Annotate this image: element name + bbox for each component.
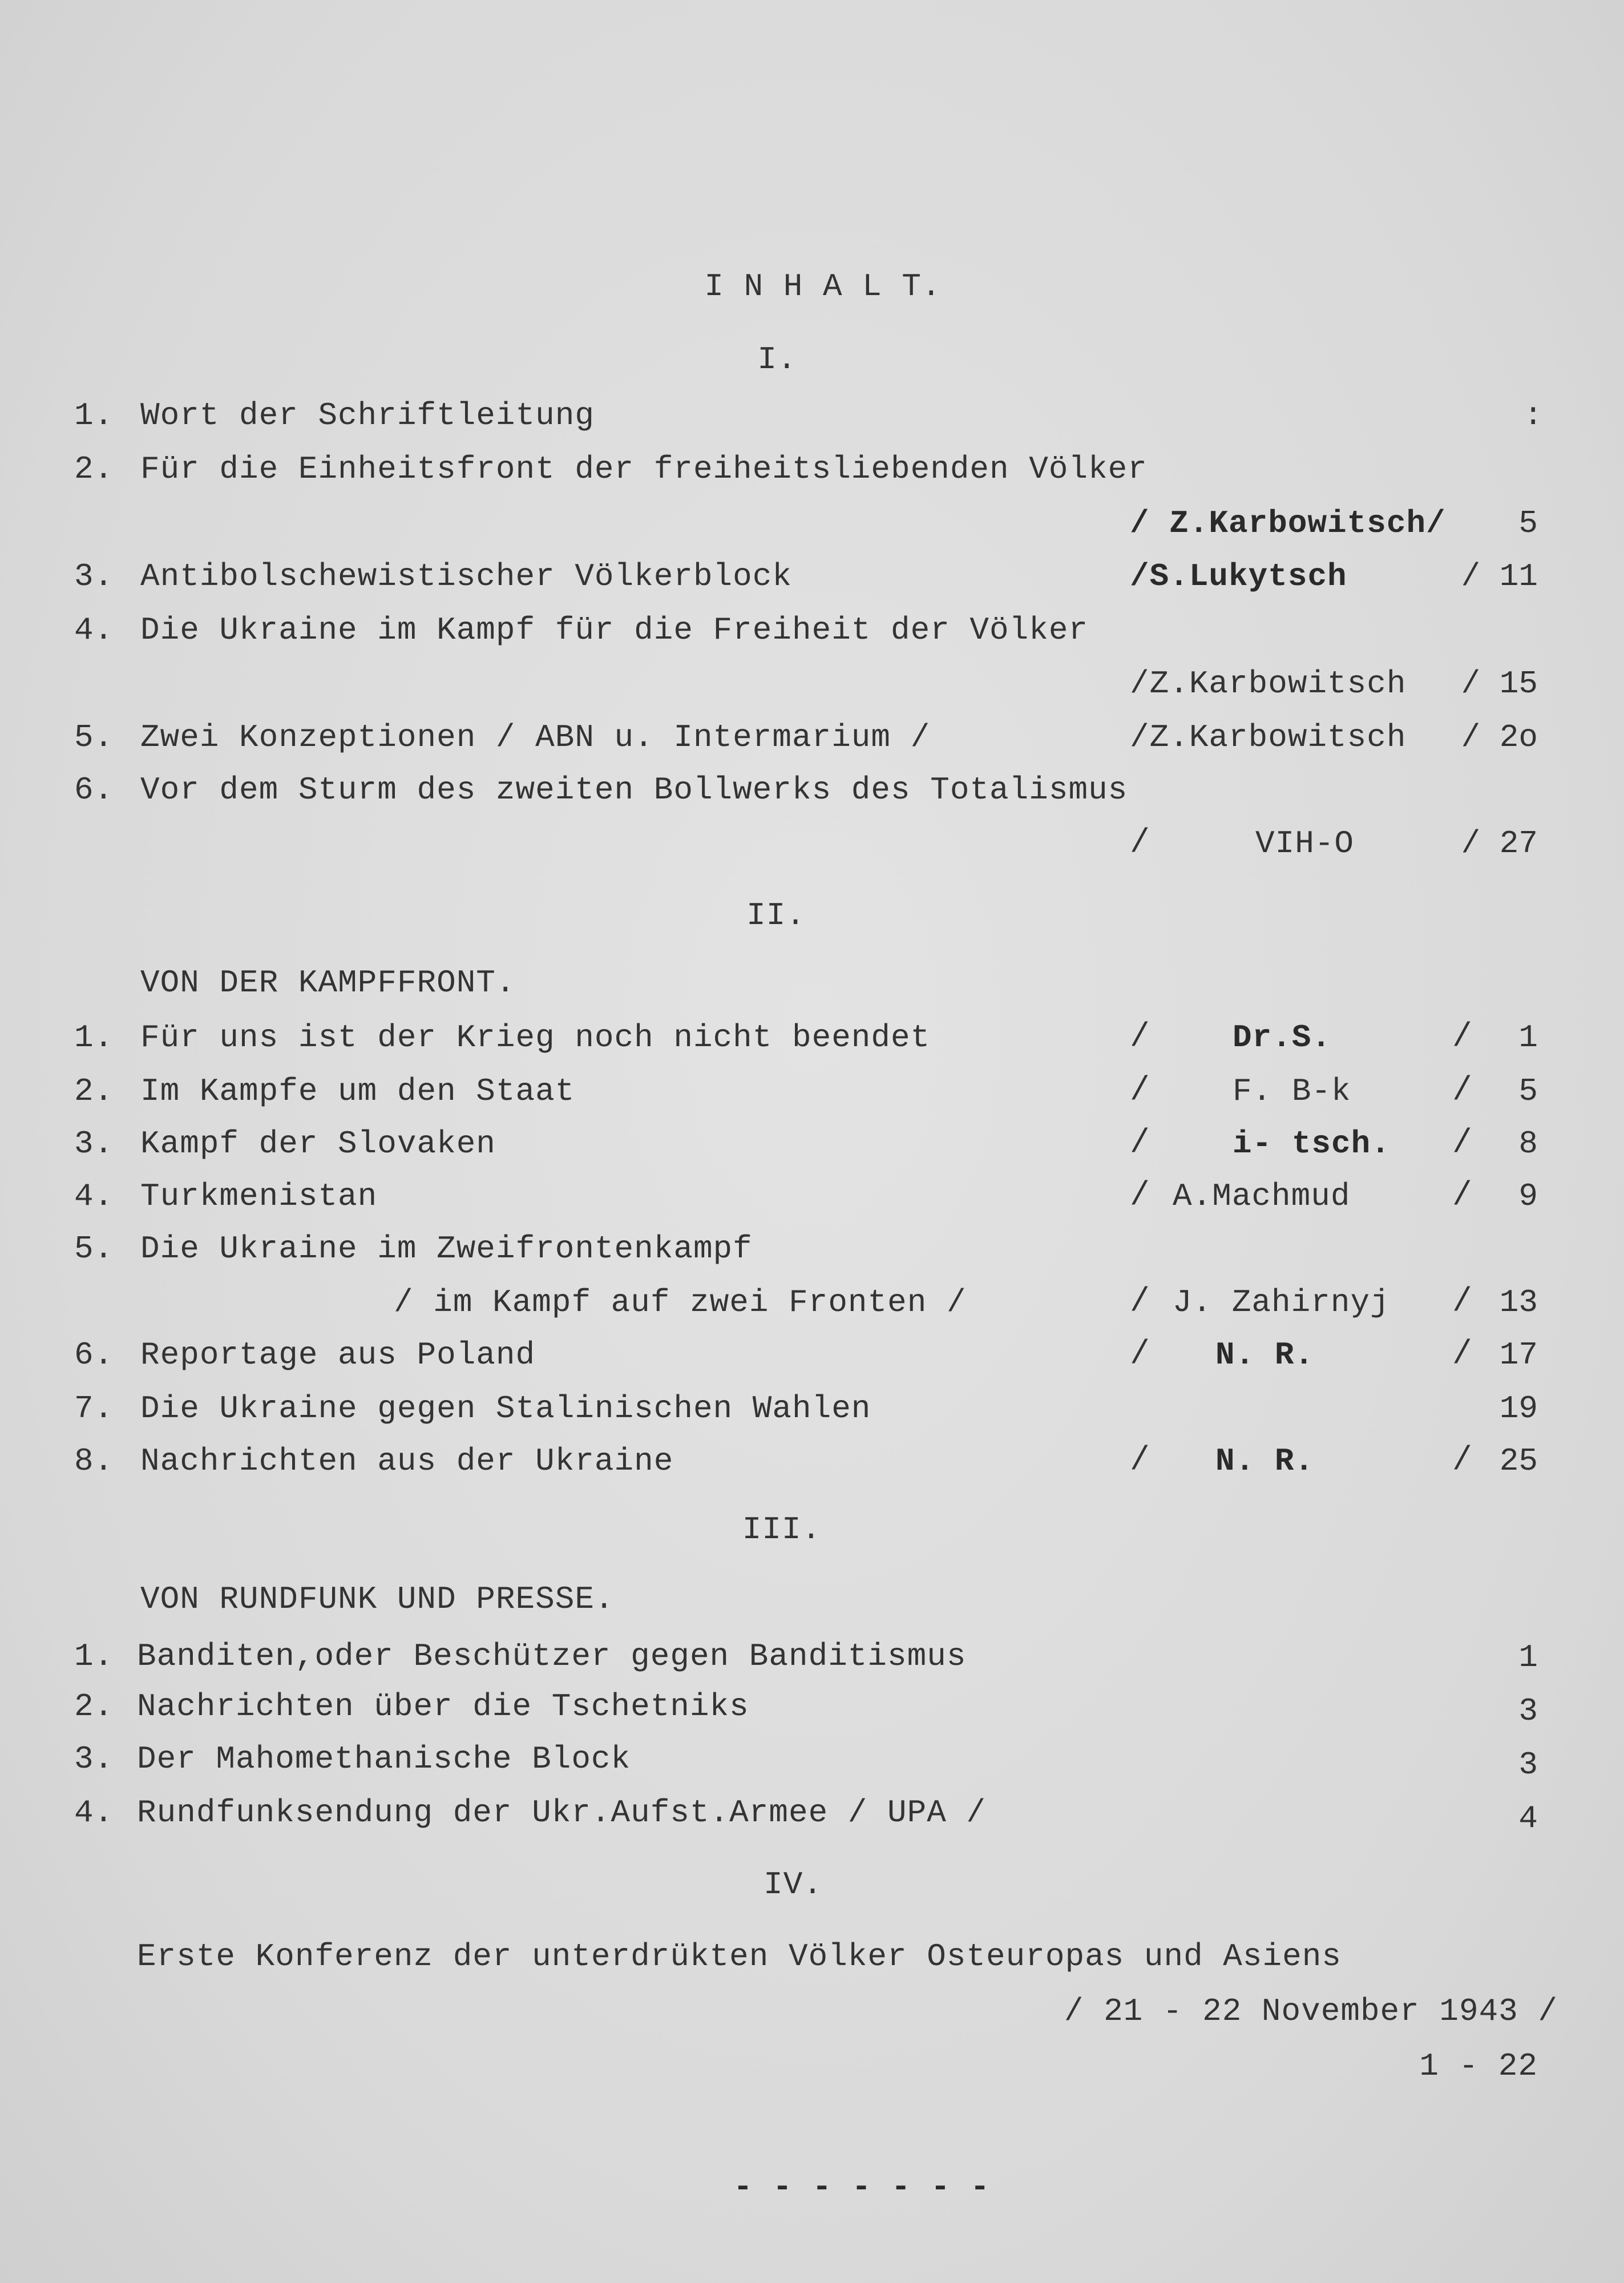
item-page: / 2o bbox=[1461, 719, 1538, 756]
item-number: 1. bbox=[74, 1019, 114, 1056]
item-author: N. R. bbox=[1215, 1337, 1315, 1373]
separator-slash: / bbox=[1452, 1072, 1472, 1110]
item-author: / Z.Karbowitsch/ bbox=[1130, 505, 1446, 542]
separator-slash: / bbox=[1130, 1336, 1150, 1373]
item-title: Vor dem Sturm des zweiten Bollwerks des Totalismus bbox=[140, 772, 1128, 808]
item-author: J. Zahirnyj bbox=[1173, 1284, 1390, 1321]
item-page: 25 bbox=[1499, 1443, 1538, 1479]
item-title: Nachrichten über die Tschetniks bbox=[137, 1688, 749, 1725]
item-number: 4. bbox=[74, 1794, 114, 1831]
item-title: Zwei Konzeptionen / ABN u. Intermarium / bbox=[140, 719, 931, 756]
item-title: Die Ukraine im Zweifrontenkampf bbox=[140, 1231, 753, 1267]
item-number: 4. bbox=[74, 1178, 114, 1215]
section-heading: VON DER KAMPFFRONT. bbox=[140, 965, 516, 1001]
item-number: 6. bbox=[74, 1337, 114, 1373]
item-number: 7. bbox=[74, 1390, 114, 1427]
separator-slash: / bbox=[1452, 1177, 1472, 1215]
separator-slash: / bbox=[1130, 825, 1150, 862]
item-number: 8. bbox=[74, 1443, 114, 1479]
item-number: 3. bbox=[74, 1741, 114, 1777]
item-page: 5 bbox=[1518, 1073, 1538, 1110]
item-subtitle: / im Kampf auf zwei Fronten / bbox=[394, 1284, 967, 1321]
item-title: Wort der Schriftleitung bbox=[140, 397, 595, 434]
item-author: /S.Lukytsch bbox=[1130, 558, 1347, 595]
item-title: Banditen,oder Beschützer gegen Banditismus bbox=[137, 1638, 967, 1675]
item-page: 5 bbox=[1518, 505, 1538, 542]
conference-title: Erste Konferenz der unterdrükten Völker Osteuropas und Asiens bbox=[137, 1938, 1342, 1975]
item-author: Dr.S. bbox=[1233, 1019, 1332, 1056]
item-title: Die Ukraine im Kampf für die Freiheit der Völker bbox=[140, 612, 1089, 648]
item-number: 5. bbox=[74, 719, 114, 756]
item-author: /Z.Karbowitsch bbox=[1130, 719, 1407, 756]
item-page: 1 bbox=[1518, 1639, 1538, 1676]
item-title: Die Ukraine gegen Stalinischen Wahlen bbox=[140, 1390, 871, 1427]
item-number: 2. bbox=[74, 451, 114, 487]
conference-pages: 1 - 22 bbox=[1419, 2048, 1538, 2084]
item-page: / 15 bbox=[1461, 665, 1538, 702]
item-page: 9 bbox=[1518, 1178, 1538, 1215]
conference-date: / 21 - 22 November 1943 / bbox=[1064, 1993, 1558, 2030]
item-number: 4. bbox=[74, 612, 114, 648]
item-page: 3 bbox=[1518, 1746, 1538, 1783]
item-page: 17 bbox=[1499, 1337, 1538, 1373]
item-number: 6. bbox=[74, 772, 114, 808]
item-title: Der Mahomethanische Block bbox=[137, 1741, 631, 1777]
item-page: 3 bbox=[1518, 1693, 1538, 1729]
item-page: 19 bbox=[1499, 1390, 1538, 1427]
section-numeral-4: IV. bbox=[763, 1866, 823, 1903]
separator-slash: / bbox=[1130, 1019, 1150, 1056]
section-numeral-3: III. bbox=[742, 1511, 822, 1548]
item-page: 4 bbox=[1518, 1800, 1538, 1837]
item-number: 2. bbox=[74, 1073, 114, 1110]
item-page: / 11 bbox=[1461, 558, 1538, 595]
separator-slash: / bbox=[1130, 1442, 1150, 1479]
separator-slash: / bbox=[1452, 1019, 1472, 1056]
item-author: F. B-k bbox=[1233, 1073, 1351, 1110]
item-author: N. R. bbox=[1215, 1443, 1315, 1479]
item-author: i- tsch. bbox=[1233, 1126, 1391, 1162]
item-title: Im Kampfe um den Staat bbox=[140, 1073, 575, 1110]
item-title: Für uns ist der Krieg noch nicht beendet bbox=[140, 1019, 931, 1056]
item-page: 13 bbox=[1499, 1284, 1538, 1321]
separator-slash: / bbox=[1452, 1284, 1472, 1321]
item-author: /Z.Karbowitsch bbox=[1130, 665, 1407, 702]
item-title: Nachrichten aus der Ukraine bbox=[140, 1443, 674, 1479]
separator-slash: / bbox=[1452, 1336, 1472, 1373]
item-title: Kampf der Slovaken bbox=[140, 1126, 496, 1162]
separator-slash: / bbox=[1130, 1072, 1150, 1110]
item-page: 1 bbox=[1518, 1019, 1538, 1056]
separator-slash: / bbox=[1452, 1442, 1472, 1479]
item-author: VIH-O bbox=[1255, 825, 1355, 862]
item-number: 3. bbox=[74, 1126, 114, 1162]
item-number: 5. bbox=[74, 1231, 114, 1267]
separator-slash: / bbox=[1130, 1125, 1150, 1162]
item-page: : bbox=[1524, 397, 1544, 434]
section-numeral-1: I. bbox=[757, 341, 797, 378]
item-author: A.Machmud bbox=[1173, 1178, 1351, 1215]
section-heading: VON RUNDFUNK UND PRESSE. bbox=[140, 1581, 615, 1618]
item-title: Für die Einheitsfront der freiheitsliebenden Völker bbox=[140, 451, 1148, 487]
item-page: 8 bbox=[1518, 1126, 1538, 1162]
item-title: Rundfunksendung der Ukr.Aufst.Armee / UPA / bbox=[137, 1794, 987, 1831]
footer-rule: - - - - - - - bbox=[733, 2169, 990, 2205]
item-title: Reportage aus Poland bbox=[140, 1337, 536, 1373]
separator-slash: / bbox=[1452, 1125, 1472, 1162]
item-page: / 27 bbox=[1461, 825, 1538, 862]
item-number: 2. bbox=[74, 1688, 114, 1725]
section-numeral-2: II. bbox=[746, 897, 806, 934]
item-number: 3. bbox=[74, 558, 114, 595]
page-title: I N H A L T. bbox=[704, 268, 942, 305]
separator-slash: / bbox=[1130, 1284, 1150, 1321]
item-number: 1. bbox=[74, 397, 114, 434]
item-number: 1. bbox=[74, 1638, 114, 1675]
item-title: Antibolschewistischer Völkerblock bbox=[140, 558, 792, 595]
separator-slash: / bbox=[1130, 1177, 1150, 1215]
item-title: Turkmenistan bbox=[140, 1178, 378, 1215]
